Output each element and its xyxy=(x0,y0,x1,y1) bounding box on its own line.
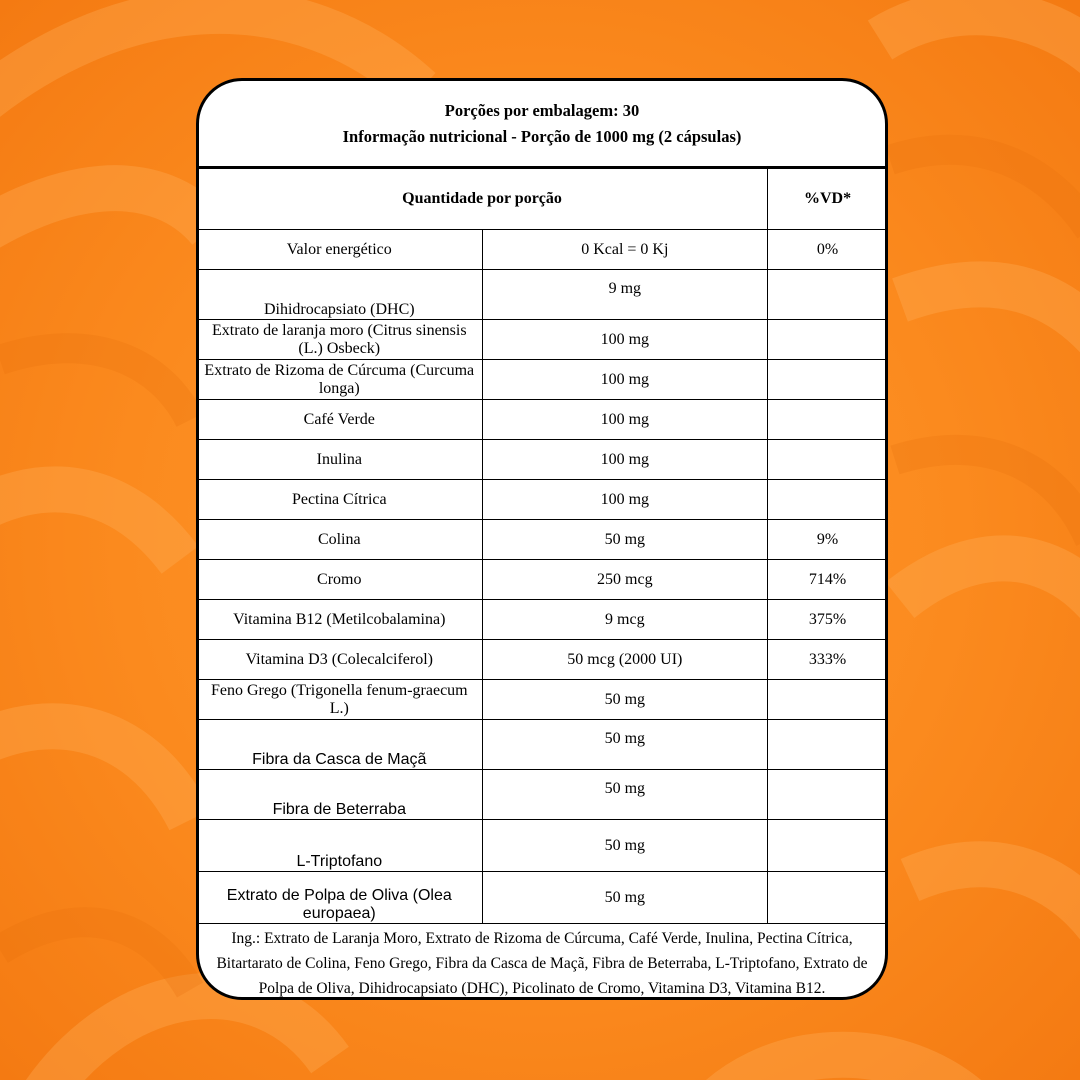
nutrient-name: Inulina xyxy=(197,440,483,480)
nutrient-amount: 50 mg xyxy=(482,770,768,820)
table-row xyxy=(197,600,888,640)
nutrient-vd xyxy=(768,270,888,320)
table-row xyxy=(197,820,888,872)
nutrient-vd xyxy=(768,440,888,480)
table-row xyxy=(197,360,888,400)
nutrient-name: Colina xyxy=(197,520,483,560)
nutrition-table xyxy=(196,168,888,924)
nutrient-name: Valor energético xyxy=(197,230,483,270)
nutrient-name: Fibra de Beterraba xyxy=(197,770,483,820)
nutrient-amount: 50 mg xyxy=(482,872,768,924)
nutrient-vd xyxy=(768,770,888,820)
nutrient-name: Extrato de Rizoma de Cúrcuma (Curcuma longa) xyxy=(197,360,483,400)
nutrient-amount: 50 mg xyxy=(482,720,768,770)
nutrient-name: Feno Grego (Trigonella fenum-graecum L.) xyxy=(197,680,483,720)
label-header xyxy=(199,81,885,168)
table-row xyxy=(197,270,888,320)
nutrient-vd xyxy=(768,360,888,400)
nutrient-amount: 100 mg xyxy=(482,440,768,480)
nutrient-name: L-Triptofano xyxy=(197,820,483,872)
nutrient-vd xyxy=(768,320,888,360)
nutrient-vd xyxy=(768,680,888,720)
table-row xyxy=(197,480,888,520)
nutrient-vd xyxy=(768,872,888,924)
table-row xyxy=(197,560,888,600)
table-header-row xyxy=(197,169,888,230)
nutrient-name: Extrato de laranja moro (Citrus sinensis (L.) Osbeck) xyxy=(197,320,483,360)
nutrient-amount: 50 mcg (2000 UI) xyxy=(482,640,768,680)
table-row xyxy=(197,230,888,270)
table-row xyxy=(197,640,888,680)
table-row xyxy=(197,680,888,720)
table-row xyxy=(197,320,888,360)
nutrient-amount: 100 mg xyxy=(482,320,768,360)
nutrient-amount: 100 mg xyxy=(482,400,768,440)
table-row xyxy=(197,872,888,924)
nutrient-vd xyxy=(768,720,888,770)
servings-per-package: Porções por embalagem: 30 xyxy=(444,101,640,120)
nutrient-name: Dihidrocapsiato (DHC) xyxy=(197,270,483,320)
nutrient-vd: 9% xyxy=(768,520,888,560)
nutrient-vd xyxy=(768,480,888,520)
nutrient-vd xyxy=(768,820,888,872)
nutrient-amount: 50 mg xyxy=(482,680,768,720)
nutrient-name: Vitamina B12 (Metilcobalamina) xyxy=(197,600,483,640)
nutrition-label-card xyxy=(196,78,888,1000)
table-row xyxy=(197,400,888,440)
nutrient-vd: 375% xyxy=(768,600,888,640)
nutrient-amount: 50 mg xyxy=(482,520,768,560)
nutrient-amount: 100 mg xyxy=(482,360,768,400)
table-row xyxy=(197,520,888,560)
nutrient-amount: 50 mg xyxy=(482,820,768,872)
nutrient-amount: 9 mg xyxy=(482,270,768,320)
nutrient-name: Vitamina D3 (Colecalciferol) xyxy=(197,640,483,680)
nutrient-vd: 333% xyxy=(768,640,888,680)
table-row xyxy=(197,720,888,770)
nutrient-vd: 714% xyxy=(768,560,888,600)
nutrient-name: Extrato de Polpa de Oliva (Olea europaea) xyxy=(197,872,483,924)
nutrient-name: Pectina Cítrica xyxy=(197,480,483,520)
nutrient-name: Fibra da Casca de Maçã xyxy=(197,720,483,770)
table-row xyxy=(197,770,888,820)
nutrient-name: Café Verde xyxy=(197,400,483,440)
table-row xyxy=(197,440,888,480)
nutrient-name: Cromo xyxy=(197,560,483,600)
portion-info: Informação nutricional - Porção de 1000 mg (2 cápsulas) xyxy=(342,127,742,146)
nutrient-vd xyxy=(768,400,888,440)
nutrient-amount: 100 mg xyxy=(482,480,768,520)
nutrient-amount: 250 mcg xyxy=(482,560,768,600)
ingredients-list: Ing.: Extrato de Laranja Moro, Extrato de Rizoma de Cúrcuma, Café Verde, Inulina, Pectina Cítrica, Bitartarato de Colina, Feno Grego, Fibra da Casca de Maçã, Fibra de Beterraba, L-Triptofano, Extrato de Polpa de Oliva, Dihidrocapsiato (DHC), Picolinato de Cromo, Vitamina D3, Vitamina B12. xyxy=(216,930,868,997)
nutrient-vd: 0% xyxy=(768,230,888,270)
nutrient-amount: 9 mcg xyxy=(482,600,768,640)
nutrient-amount: 0 Kcal = 0 Kj xyxy=(482,230,768,270)
column-header-quantity: Quantidade por porção xyxy=(197,169,768,230)
column-header-vd: %VD* xyxy=(768,169,888,230)
